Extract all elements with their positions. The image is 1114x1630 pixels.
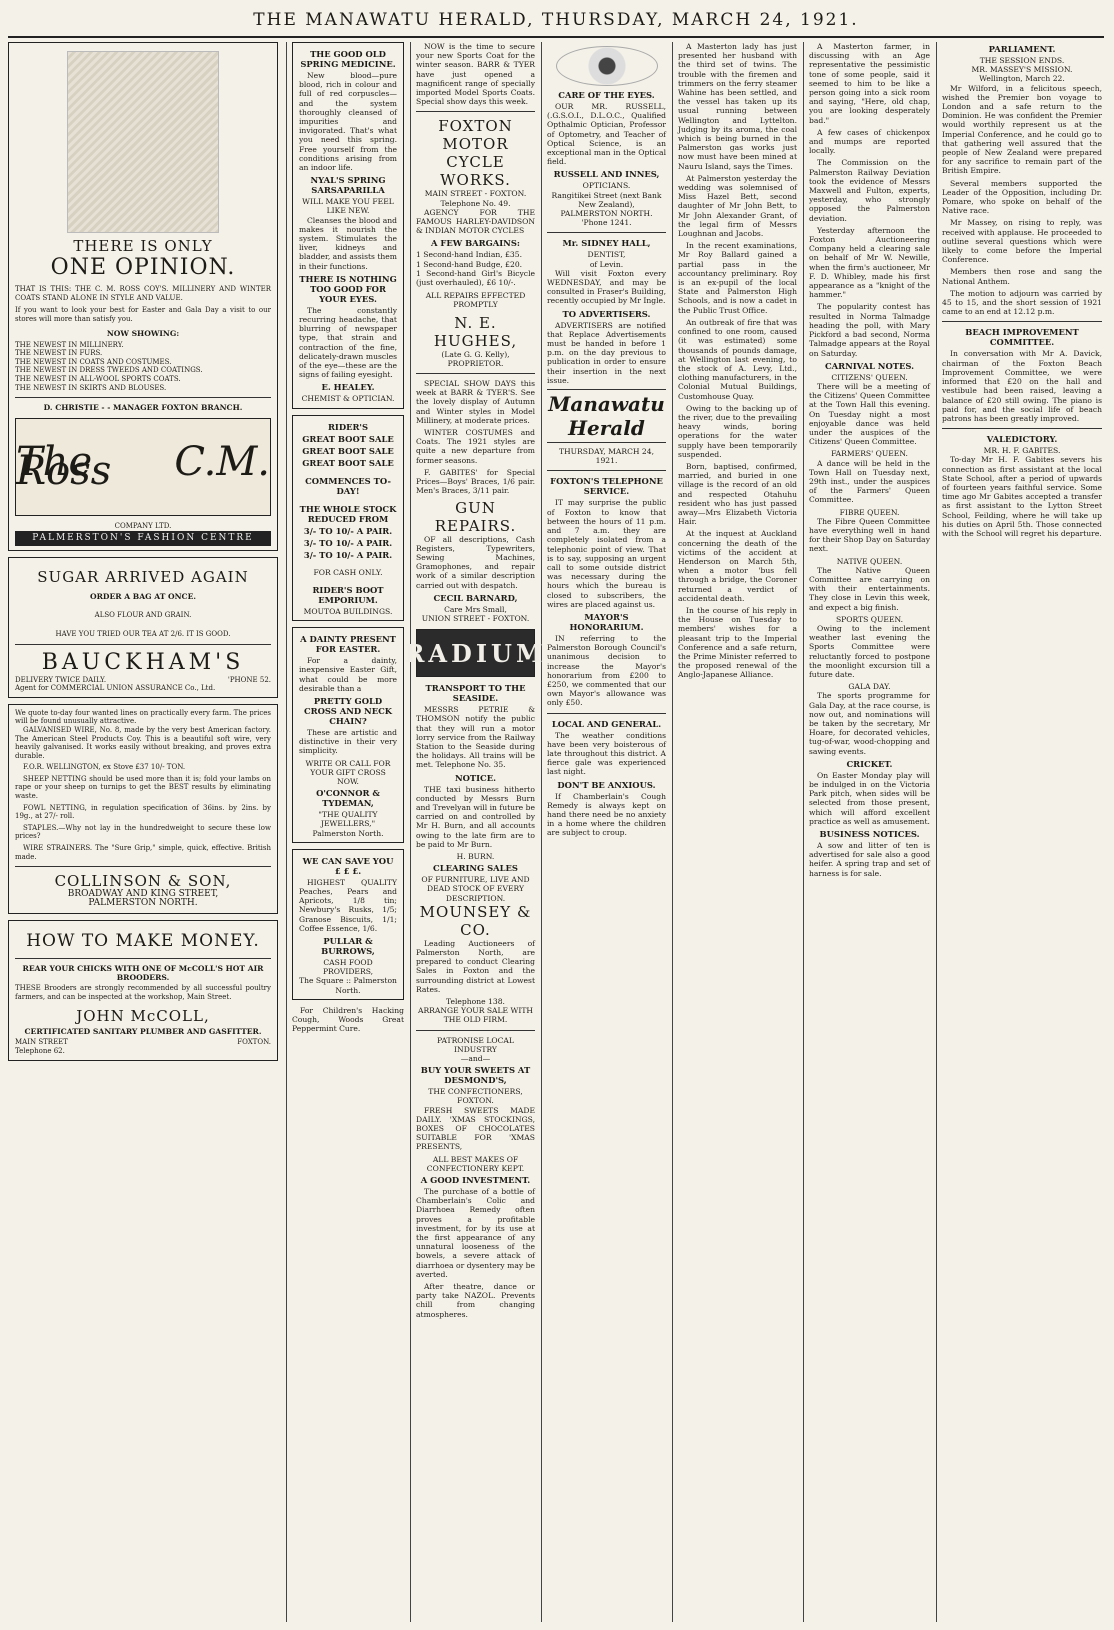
price-line: 3/- TO 10/- A PAIR. [303,525,393,536]
fibre-body: The Fibre Queen Committee have everything well in hand for their Shop Day on Saturday next. [809,516,930,554]
citizens-heading: CITIZENS' QUEEN. [831,372,908,382]
news-paragraph: An outbreak of fire that was confined to one room, caused (it was estimated) some thousands of pounds damage, at Wellington last evening, to the stock of A. Levy, Ltd., clothing manufacturers, in the Colonial Mutual Buildings, Customhouse Quay. [678,317,797,401]
glasses-heading: THERE IS NOTHING TOO GOOD FOR YOUR EYES. [299,273,397,304]
boot-sale: GREAT BOOT SALE [302,457,394,468]
gala-body: The sports programme for Gala Day, at the race course, is now out, and nominations will be taken by the secretary, Mr Hoare, for decorated vehicles, tug-of-war, wood-chopping and sawing events. [809,691,930,756]
gabites-prices: F. GABITES' for Special Prices—Boys' Braces, 1/6 pair. Men's Braces, 3/11 pair. [416,467,535,496]
notice-heading: NOTICE. [454,772,497,783]
news-paragraph: Owing to the backing up of the river, due to the prevailing heavy winds, boring operations for the water supply have been temporarily suspended. [678,403,797,459]
nameplate: Manawatu Herald [547,389,666,443]
russell-name: RUSSELL AND INNES, [553,169,660,180]
money-sub: REAR YOUR CHICKS WITH ONE OF McCOLL'S HOT AIR BROODERS. [22,963,264,982]
oconnor-advert [292,627,404,843]
date-line: THURSDAY, MARCH 24, 1921. [558,447,655,466]
riders-advert [292,415,404,621]
hughes-sub: (Late G. G. Kelly), [441,349,510,359]
news-paragraph: The popularity contest has resulted in Norma Talmadge heading the poll, with Mary Pickford a bad second, Norma Talmadge appears at the Royal on Saturday. [809,302,930,358]
session-heading: THE SESSION ENDS. [979,56,1065,65]
phone-heading: FOXTON'S TELEPHONE SERVICE. [550,476,663,497]
news-paragraph: Several members supported the Leader of the Opposition, including Dr. Pomare, who spoke on behalf of the Native race. [942,178,1102,216]
nyal-heading: NYAL'S SPRING SARSAPARILLA [310,175,386,196]
column-7 [942,42,1102,1624]
wire-item: WIRE STRAINERS. The "Sure Grip," simple, quick, effective. British made. [15,844,271,861]
eyes-heading: CARE OF THE EYES. [558,90,655,100]
dateline: Wellington, March 22. [979,74,1065,84]
wire-item: SHEEP NETTING should be used more than it is; fold your lambs on rape or your sheep on turnips to get the BEST results by eliminating waste. [15,774,271,801]
news-paragraph: A Masterton lady has just presented her husband with the third set of twins. The trouble with the firemen and trimmers on the ferry steamer Wahine has been settled, and the vessel has taken up its usual running between Wellington and Lyttelton. Judging by its aroma, the coal which is being burned in the Palmerston gas works just now must have been mined at Nauru Island, says the Times. [678,42,797,171]
bargain-item: 1 Second-hand Girl's Bicycle (just overhauled), £6 10/-. [416,268,535,288]
local-heading: LOCAL AND GENERAL. [551,718,662,729]
ross-intro: THAT IS THIS: THE C. M. ROSS COY'S. MILLINERY AND WINTER COATS STAND ALONE IN STYLE AND VALUE. [15,285,271,302]
pullar-address: The Square :: Palmerston North. [299,976,397,995]
ross-body: If you want to look your best for Easter and Gala Day a visit to our stores will more than satisfy you. [15,306,271,323]
repairs: ALL REPAIRS EFFECTED PROMPTLY [425,291,526,310]
ross-heading: THERE IS ONLY [73,237,213,255]
bauckham-agent: Agent for COMMERCIAL UNION ASSURANCE Co., Ltd. [15,684,216,693]
cash-only: FOR CASH ONLY. [313,567,383,577]
bauckham-name: BAUCKHAM'S [41,649,245,675]
easter-body: For a dainty, inexpensive Easter Gift, what could be more desirable than a [299,656,397,693]
pullar-advert [292,849,404,1000]
anxious-heading: DON'T BE ANXIOUS. [557,779,656,790]
cricket-heading: CRICKET. [846,758,893,769]
seaside-body: MESSRS PETRIE & THOMSON notify the public that they will run a motor lorry service from the Railway Station to the Seaside during the holidays. All trains will be met. Telephone No. 35. [416,705,535,770]
mounsey-name: MOUNSEY & CO. [419,902,532,939]
column-3 [404,42,547,1624]
ross-advert [8,42,278,551]
glasses-body: The constantly recurring headache, that blurring of newspaper type, that strain and contraction of the fine, delicately-drawn muscles of the eye—these are the signs of failing eyesight. [299,305,397,380]
newest-item: THE NEWEST IN COATS AND COSTUMES. [15,357,172,366]
collinson-address: BROADWAY AND KING STREET, [67,889,219,900]
column-rule [803,42,804,1622]
divider [15,866,271,867]
divider [547,713,666,714]
now-showing: NOW SHOWING: [106,329,180,339]
ross-logo-sub: COMPANY LTD. [114,522,172,531]
wire-item: F.O.R. WELLINGTON, ex Stove £37 10/- TON. [23,763,186,772]
newest-list [15,341,271,393]
wire-advert [8,704,278,914]
mccoll-town: FOXTON. [237,1038,271,1047]
mayor-body: IN referring to the Palmerston Borough Council's unanimous decision to increase the Mayor's honorarium from £200 to £250, we commented that our own Mayor's allowance was only £50. [547,633,666,708]
oconnor-name: O'CONNOR & TYDEMAN, [316,788,380,809]
column-2 [292,42,404,1624]
write-call: WRITE OR CALL FOR YOUR GIFT CROSS NOW. [305,758,391,786]
wire-item: FOWL NETTING, in regulation specification of 36ins. by 2ins. by 19g., at 27/- roll. [15,803,271,821]
price-line: 3/- TO 10/- A PAIR. [303,537,393,548]
farmers-body: A dance will be held in the Town Hall on Tuesday next, 29th inst., under the auspices of the Farmers' Queen Committee. [809,458,930,505]
russell-city: PALMERSTON NORTH. [560,209,653,219]
sports-heading: SPORTS QUEEN. [835,614,904,624]
sports-body: Owing to the inclement weather last evening the Sports Committee were reluctantly forced to postpone the moonlight excursion till a future date. [809,623,930,679]
boot-sale: GREAT BOOT SALE [302,445,394,456]
collinson-city: PALMERSTON NORTH. [88,898,198,909]
news-paragraph: The motion to adjourn was carried by 45 to 15, and the short session of 1921 came to an end at 12.12 p.m. [942,288,1102,317]
show-days: SPECIAL SHOW DAYS this week at BARR & TYER'S. See the lovely display of Autumn and Winter styles in Model Millinery, at moderate prices. [416,379,535,425]
eyes-body: OUR MR. RUSSELL, (.G.S.O.I., D.L.O.C., Qualified Opthalmic Optician, Professor of Optometry, and Teacher of Optical Science, is an exceptional man in the Optical field. [547,102,666,167]
news-paragraph: A Masterton farmer, in discussing with an Age representative the pessimistic tone of some people, said it seemed to him to be like a person going into a sick room and saying, "Here, old chap, you are looking desperately bad." [809,42,930,125]
commences: COMMENCES TO-DAY! [305,475,391,496]
nyal-sub: WILL MAKE YOU FEEL LIKE NEW. [302,197,394,216]
divider [416,111,535,112]
massey-heading: MR. MASSEY'S MISSION. [971,65,1073,75]
collinson-name: COLLINSON & SON, [54,872,232,891]
patronise: PATRONISE LOCAL INDUSTRY [437,1035,514,1054]
ross-logo-text: The C.M. Ross [16,439,270,495]
motor-heading: MOTOR CYCLE [442,135,509,172]
hall-sub: DENTIST, [587,250,626,260]
radium-logo [404,629,547,677]
healey-sub: CHEMIST & OPTICIAN. [301,394,395,404]
theatre-notice: After theatre, dance or party take NAZOL. Prevents chill from changing atmospheres. [416,1282,535,1319]
column-6 [809,42,930,1624]
children-notice: For Children's Hacking Cough, Woods Great Peppermint Cure. [292,1005,404,1034]
foxton-heading: FOXTON [438,117,513,136]
bargains-heading: A FEW BARGAINS: [431,238,520,249]
advertisers-heading: TO ADVERTISERS. [562,308,651,319]
hall-of: of Levin. [589,259,624,269]
valedictory-sub: MR. H. F. GABITES. [983,446,1061,456]
russell-address: Rangitikei Street (next Bank New Zealand), [551,190,662,209]
news-paragraph: In the recent examinations, Mr Roy Ballard gained a partial pass in the accountancy preliminary. Roy is an ex-pupil of the local State and Palmerston High Schools, and is now a cadet in the Public Trust Office. [678,241,797,315]
divider [547,232,666,233]
radium-logo-text: RADIUM [404,638,547,668]
manager-line: D. CHRISTIE - - MANAGER FOXTON BRANCH. [43,403,243,413]
money-body: THESE Brooders are strongly recommended by all successful poultry farmers, and can be inspected at the workshop, Main Street. [15,984,271,1001]
bauckham-info [15,676,271,685]
native-heading: NATIVE QUEEN. [836,556,903,566]
newest-item: THE NEWEST IN FURS. [15,349,103,358]
notice-body: THE taxi business hitherto conducted by Messrs Burn and Trevelyan will in future be carried on and controlled by Mr H. Burn, and all accounts owing to the late firm are to be paid to Mr Burn. [416,784,535,849]
divider [15,958,271,959]
cross-heading: PRETTY GOLD CROSS AND NECK CHAIN? [303,695,393,726]
spring-heading: THE GOOD OLD SPRING MEDICINE. [300,49,396,69]
mccoll-address [15,1038,271,1047]
carnival-heading: CARNIVAL NOTES. [824,360,915,371]
bauckham-phone: 'PHONE 52. [227,675,271,684]
divider [15,397,271,398]
buy-sweets: BUY YOUR SWEETS AT DESMOND'S, [420,1065,531,1086]
mccoll-sub: CERTIFICATED SANITARY PLUMBER AND GASFITTER. [24,1027,262,1037]
column-4 [547,42,666,1624]
valedictory-heading: VALEDICTORY. [986,434,1058,445]
divider [547,470,666,471]
agency: AGENCY FOR THE FAMOUS HARLEY-DAVIDSON & INDIAN MOTOR CYCLES [416,207,535,236]
winter-costumes: WINTER COSTUMES and Coats. The 1921 styles are quite a new departure from former seasons. [416,428,535,465]
barnard-address: UNION STREET - FOXTON. [421,613,530,623]
mayor-heading: MAYOR'S HONORARIUM. [569,611,644,632]
ross-logo-strip: PALMERSTON'S FASHION CENTRE [15,531,271,546]
newest-item: THE NEWEST IN SKIRTS AND BLOUSES. [15,383,167,392]
news-paragraph: Members then rose and sang the National Anthem. [942,267,1102,286]
fashion-illustration [67,51,219,233]
sugar-tea: HAVE YOU TRIED OUR TEA AT 2/6. IT IS GOOD. [55,629,231,638]
barnard-name: CECIL BARNARD, [433,592,518,603]
sugar-advert [8,557,278,698]
arrange-sale: ARRANGE YOUR SALE WITH THE OLD FIRM. [417,1006,534,1025]
column-rule [541,42,542,1622]
column-rule [286,42,287,1622]
fresh-sweets: FRESH SWEETS MADE DAILY. 'XMAS STOCKINGS, BOXES OF CHOCOLATES SUITABLE FOR 'XMAS PRESENTS, [416,1105,535,1152]
investment-heading: A GOOD INVESTMENT. [420,1175,531,1186]
mccoll-phone: Telephone 62. [15,1047,65,1056]
confectioners: THE CONFECTIONERS, FOXTON. [428,1087,523,1106]
healey-name: E. HEALEY. [321,382,375,393]
russell-phone: 'Phone 1241. [581,218,632,228]
gala-heading: GALA DAY. [848,682,891,692]
russell-sub: OPTICIANS. [582,181,631,191]
bargain-item: 1 Second-hand Budge, £20. [416,259,523,269]
hughes-name: N. E. HUGHES, [433,313,518,350]
eye-illustration [556,46,658,86]
divider [942,428,1102,429]
mccoll-advert [8,920,278,1061]
news-paragraph: Mr Wilford, in a felicitous speech, wished the Premier bon voyage to London and a safe return to the Dominion. He was confident the Premier would worthily represent us at the Imperial Conference, and he could go to that gathering well assured that the people of New Zealand were prepared for any sacrifice to remain part of the British Empire. [942,83,1102,176]
farmers-heading: FARMERS' QUEEN. [831,449,908,459]
divider [416,1030,535,1031]
mounsey-telephone: Telephone 138. [446,997,505,1006]
news-paragraph: Born, baptised, confirmed, married, and buried in one village is the record of an old and respected Otahuhu resident who has just passed away—Mrs Elizabeth Victoria Hair. [678,461,797,527]
cross-body: These are artistic and distinctive in their very simplicity. [299,727,397,756]
barr-tyer-notice: NOW is the time to secure your new Sports Coat for the winter season. BARR & TYER have just opened a magnificent range of specially imported Model Sports Coats. Special show days this week. [416,42,535,107]
mounsey-body: Leading Auctioneers of Palmerston North, are prepared to conduct Clearing Sales in Foxton and the surrounding district at Lowest Rates. [416,938,535,994]
news-paragraph: A few cases of chickenpox and mumps are reported locally. [809,127,930,156]
whole-stock: THE WHOLE STOCK REDUCED FROM [299,503,397,524]
pullar-sub: CASH FOOD PROVIDERS, [322,957,374,977]
beach-heading: BEACH IMPROVEMENT COMMITTEE. [965,327,1079,348]
masthead-title: THE MANAWATU HERALD, THURSDAY, MARCH 24, 1921. [253,10,859,30]
seaside-heading: TRANSPORT TO THE SEASIDE. [425,683,526,704]
investment-body: The purchase of a bottle of Chamberlain's Colic and Diarrhoea Remedy often proves a profitable investment, for by its use at the first appearance of any unnatural looseness of the bowels, a severe attack of diarrhoea or dysentery may be averted. [416,1187,535,1279]
boot-sale: GREAT BOOT SALE [302,433,394,444]
oconnor-city: Palmerston North. [312,828,384,838]
sugar-heading: SUGAR ARRIVED AGAIN [37,568,249,587]
newspaper-page [8,6,1104,1624]
works-address: MAIN STREET - FOXTON. [424,189,527,199]
divider [942,321,1102,322]
riders-heading: RIDER'S [327,421,369,432]
best-makes: ALL BEST MAKES OF CONFECTIONERY KEPT. [426,1154,525,1173]
nyal-body: Cleanses the blood and makes it nourish the system. Stimulates the liver, kidneys and bladder, and assists them in their functions. [299,215,397,271]
mccoll-street: MAIN STREET [15,1038,68,1047]
column-rule [936,42,937,1622]
ross-logo [15,418,271,516]
masthead [8,6,1104,38]
column-5 [678,42,797,1624]
ross-big-heading: ONE OPINION. [50,255,236,280]
valedictory-body: To-day Mr H. F. Gabites severs his connection as first assistant at the local State School, after a period of upwards of fourteen years faithful service. Some time ago Mr Gabites accepted a transfer as first assistant to the Lytton Street School, Feilding, where he will take up his duties on April 5th. Those connected with the School will regret his departure. [942,455,1102,538]
save-body: HIGHEST QUALITY Peaches, Pears and Apricots, 1/8 tin; Newbury's Rusks, 1/5; Granose Biscuits, 1/1; Coffee Essence, 1/6. [299,877,397,933]
parliament-heading: PARLIAMENT. [988,44,1056,54]
beach-body: In conversation with Mr A. Davick, chairman of the Foxton Beach Improvement Committee, we were informed that £20 on the hall and vestibule had been raised, leaving a balance of £20 still owing. The piano is paid for, and the social life of beach patrons has been greatly improved. [942,349,1102,423]
hughes-proprietor: PROPRIETOR. [447,358,504,368]
oconnor-sub: "THE QUALITY JEWELLERS," [318,810,378,829]
money-heading: HOW TO MAKE MONEY. [26,930,260,951]
newest-item: THE NEWEST IN DRESS TWEEDS AND COATINGS. [15,366,203,375]
column-rule [410,42,411,1622]
business-body: A sow and litter of ten is advertised for sale also a good heifer. A spring trap and set of harness is for sale. [809,841,930,878]
newest-item: THE NEWEST IN MILLINERY. [15,340,124,349]
burn-signature: H. BURN. [456,851,495,861]
sugar-sub: ORDER A BAG AT ONCE. [89,592,197,602]
clearing-heading: CLEARING SALES [433,863,518,874]
spring-body: New blood—pure blood, rich in colour and full of red corpuscles—and the system thoroughly cleansed of impurities and invigorated. That's what you need this spring. Free yourself from the conditions arising from an indoor life. [299,71,397,173]
works-heading: WORKS. [440,171,511,190]
phone-body: IT may surprise the public of Foxton to know that between the hours of 11 p.m. and 7 a.m. they are completely isolated from a telephonic point of view. That is to say, supposing an urgent call to some outside district was necessary during the hours which the bureau is closed to subscribers, the wires are placed against us. [547,498,666,609]
newest-item: THE NEWEST IN ALL-WOOL SPORTS COATS. [15,374,181,383]
native-body: The Native Queen Committee are carrying on with their entertainments. They close in Levin this week, and expect a big finish. [809,565,930,612]
news-paragraph: The Commission on the Palmerston Railway Deviation took the evidence of Messrs Maxwell and Fulton, experts, yesterday, who strongly opposed the Palmerston deviation. [809,158,930,223]
hall-name: Mr. SIDNEY HALL, [562,238,651,249]
mccoll-name: JOHN McCOLL, [76,1007,210,1026]
news-paragraph: At Palmerston yesterday the wedding was solemnised of Miss Hazel Bett, second daughter of Mr John Bett, to Mr John Alexander Grant, of the legal firm of Messrs Loughnan and Jacobs. [678,173,797,239]
and-line: —and— [460,1054,491,1064]
news-paragraph: Yesterday afternoon the Foxton Auctioneering Company held a clearing sale on behalf of Mr W. Newille, when the firm's auctioneer, Mr F. D. Whibley, made his first appearance as a "knight of the hammer." [809,225,930,300]
column-rule [672,42,673,1622]
news-paragraph: In the course of his reply in the House on Tuesday to members' wishes for a pleasant trip to the Imperial Conference and a safe return, the Prime Minister referred to the proposed renewal of the Anglo-Japanese Alliance. [678,605,797,680]
divider [416,373,535,374]
barnard-sub: Care Mrs Small, [444,604,507,614]
moutoa: MOUTOA BUILDINGS. [303,606,393,616]
news-paragraph: At the inquest at Auckland concerning the death of the victims of the accident at Henderson on March 5th, when a motor 'bus fell through a bridge, the Coroner returned a verdict of accidental death. [678,529,797,603]
wire-item: STAPLES.—Why not lay in the hundredweight to secure these low prices? [15,823,271,841]
business-heading: BUSINESS NOTICES. [819,829,920,840]
hall-body: Will visit Foxton every WEDNESDAY, and may be consulted in Fraser's Building, recently occupied by Mr Ingle. [547,268,666,306]
column-1 [8,42,278,1624]
news-paragraph: Mr Massey, on rising to reply, was received with applause. He proceeded to outline several questions which were likely to come before the Imperial Conference. [942,218,1102,265]
wire-intro: We quote to-day four wanted lines on practically every farm. The prices will be found unusually attractive. [15,708,271,726]
clearing-sub: OF FURNITURE, LIVE AND DEAD STOCK OF EVERY DESCRIPTION. [421,875,530,903]
healey-advert [292,42,404,409]
citizens-body: There will be a meeting of the Citizens' Queen Committee at the Town Hall this evening. On Tuesday night a most enjoyable dance was held under the auspices of the Citizens' Queen Committee. [809,381,930,447]
pullar-name: PULLAR & BURROWS, [321,935,375,956]
emporium: RIDER'S BOOT EMPORIUM. [312,584,384,605]
fibre-heading: FIBRE QUEEN. [839,507,900,517]
easter-heading: A DAINTY PRESENT FOR EASTER. [300,634,396,655]
gun-heading: GUN REPAIRS. [434,498,517,535]
wire-item: GALVANISED WIRE, No. 8, made by the very best American factory. The American Steel Products Coy. This is a beautiful soft wire, very heavily galvanised. It works easily without breaking, and proves extra durable. [15,725,271,760]
local-body: The weather conditions have been very boisterous of late throughout this district. A fierce gale was experienced last night. [547,730,666,777]
bargain-item: 1 Second-hand Indian, £35. [416,250,523,260]
works-phone: Telephone No. 49. [440,198,511,208]
bauckham-delivery: DELIVERY TWICE DAILY. [15,675,107,684]
price-line: 3/- TO 10/- A PAIR. [303,549,393,560]
gun-body: OF all descriptions, Cash Registers, Typewriters, Sewing Machines, Gramophones, and repair work of a similar description carried out with despatch. [416,534,535,590]
cricket-body: On Easter Monday play will be indulged in on the Victoria Park pitch, when sides will be selected from those present, which will afford excellent practice as well as amusement. [809,770,930,826]
divider [15,644,271,645]
advertisers-body: ADVERTISERS are notified that Replace Advertisements must be handed in before 1 p.m. on the day previous to publication in order to ensure their insertion in the next issue. [547,320,666,385]
anxious-body: If Chamberlain's Cough Remedy is always kept on hand there need be no anxiety in a home where the children are subject to croup. [547,791,666,838]
save-heading: WE CAN SAVE YOU £ £ £. [302,855,394,876]
sugar-also: ALSO FLOUR AND GRAIN. [94,611,192,620]
